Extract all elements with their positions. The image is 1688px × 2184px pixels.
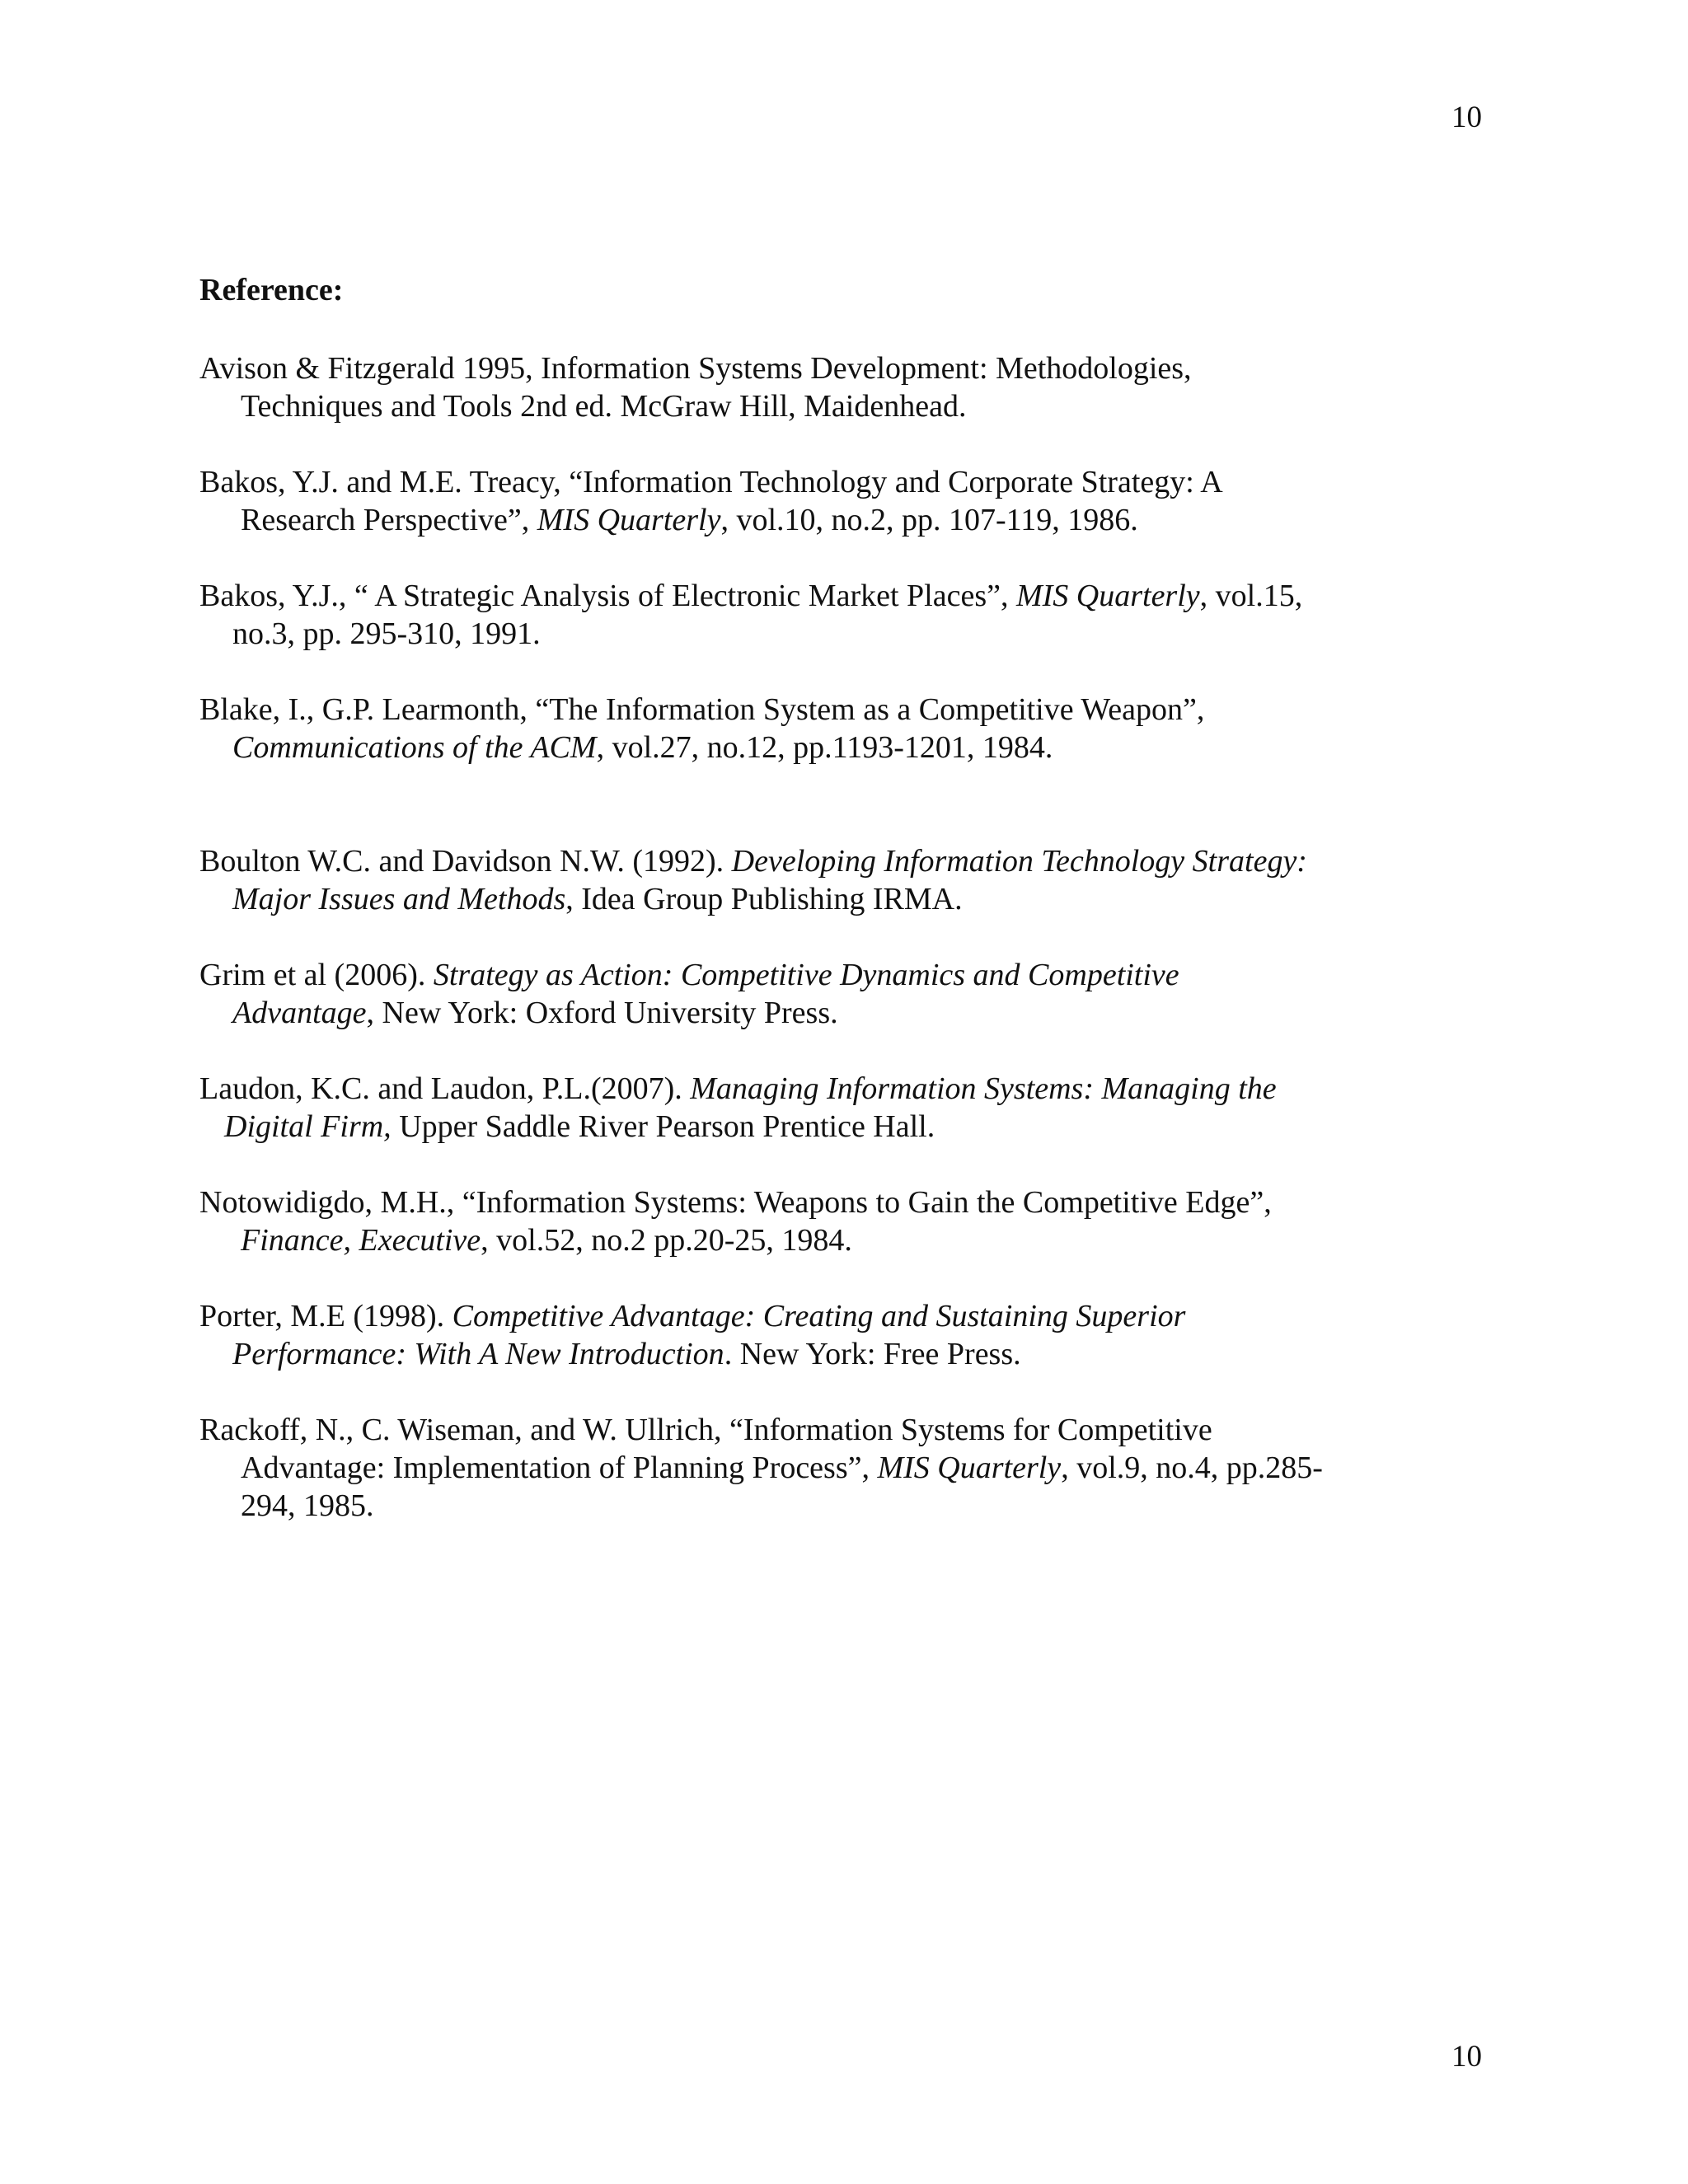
reference-text: Laudon, K.C. and Laudon, P.L.(2007). [199,1071,691,1106]
reference-text: , vol.15, [1199,579,1303,613]
reference-line [199,956,1419,994]
reference-text: , vol.27, no.12, pp.1193-1201, 1984. [596,730,1053,765]
reference-entry [199,956,1419,1032]
reference-text: Notowidigdo, M.H., “Information Systems: Weapons to Gain the Competitive Edge”, [199,1185,1272,1220]
reference-entry [199,691,1419,766]
reference-text: Rackoff, N., C. Wiseman, and W. Ullrich, “Information Systems for Competitive [199,1413,1212,1447]
reference-line [199,1487,1419,1525]
reference-italic-title: Strategy as Action: Competitive Dynamics and Competitive [433,958,1179,992]
reference-entry [199,349,1419,425]
reference-line [199,1070,1419,1108]
reference-entry [199,1411,1419,1525]
reference-line [199,387,1419,425]
reference-line [199,729,1419,766]
reference-text: no.3, pp. 295-310, 1991. [232,616,541,651]
reference-text: Grim et al (2006). [199,958,434,992]
reference-text: Advantage: Implementation of Planning Process”, [241,1451,878,1485]
reference-text: Avison & Fitzgerald 1995, Information Systems Development: Methodologies, [199,351,1192,386]
reference-text: Porter, M.E (1998). [199,1299,452,1333]
reference-text: Bakos, Y.J. and M.E. Treacy, “Information Technology and Corporate Strategy: A [199,465,1223,499]
reference-text: , vol.52, no.2 pp.20-25, 1984. [481,1223,852,1258]
reference-line [199,615,1419,653]
references-heading: Reference: [199,273,344,307]
reference-text: Research Perspective”, [241,503,537,537]
reference-line [199,994,1419,1032]
reference-line [199,577,1419,615]
reference-text: Blake, I., G.P. Learmonth, “The Information System as a Competitive Weapon”, [199,692,1205,727]
reference-italic-title: MIS Quarterly [1015,579,1200,613]
reference-entry [199,1183,1419,1259]
reference-italic-title: Digital Firm, [224,1109,392,1144]
reference-text: Boulton W.C. and Davidson N.W. (1992). [199,844,732,879]
reference-italic-title: Advantage [232,996,367,1030]
reference-line [199,1449,1419,1487]
reference-italic-title: MIS Quarterly [537,503,721,537]
reference-italic-title: Competitive Advantage: Creating and Sustaining Superior [452,1299,1186,1333]
reference-italic-title: Managing Information Systems: Managing the [690,1071,1277,1106]
reference-text: , vol.10, no.2, pp. 107-119, 1986. [720,503,1138,537]
reference-line [199,1335,1419,1373]
reference-line [199,463,1419,501]
reference-entry [199,842,1419,918]
reference-text: 294, 1985. [241,1488,374,1523]
reference-italic-title: Communications of the ACM [232,730,597,765]
reference-line [199,880,1419,918]
reference-line [199,349,1419,387]
reference-italic-title: Major Issues and Methods [232,882,566,916]
reference-line [199,501,1419,539]
reference-line [199,1108,1419,1146]
reference-entry [199,1297,1419,1373]
reference-entry [199,463,1419,539]
reference-text: Bakos, Y.J., “ A Strategic Analysis of Electronic Market Places”, [199,579,1016,613]
reference-text: , New York: Oxford University Press. [366,996,838,1030]
reference-text: . New York: Free Press. [724,1337,1021,1371]
reference-line [199,1411,1419,1449]
reference-text: Techniques and Tools 2nd ed. McGraw Hill, Maidenhead. [241,389,967,424]
reference-line [199,1221,1419,1259]
reference-line [199,691,1419,729]
reference-italic-title: Performance: With A New Introduction [232,1337,724,1371]
reference-line [199,842,1419,880]
reference-italic-title: Developing Information Technology Strategy: [731,844,1307,879]
reference-line [199,1297,1419,1335]
reference-entry [199,577,1419,653]
reference-entry [199,1070,1419,1146]
page-number-top: 10 [1451,101,1482,134]
reference-text: Upper Saddle River Pearson Prentice Hall. [391,1109,935,1144]
page-number-bottom: 10 [1451,2040,1482,2074]
reference-italic-title: MIS Quarterly [877,1451,1062,1485]
reference-line [199,1183,1419,1221]
reference-text: , Idea Group Publishing IRMA. [565,882,963,916]
reference-italic-title: Finance, Executive [241,1223,481,1258]
reference-text: , vol.9, no.4, pp.285- [1061,1451,1323,1485]
